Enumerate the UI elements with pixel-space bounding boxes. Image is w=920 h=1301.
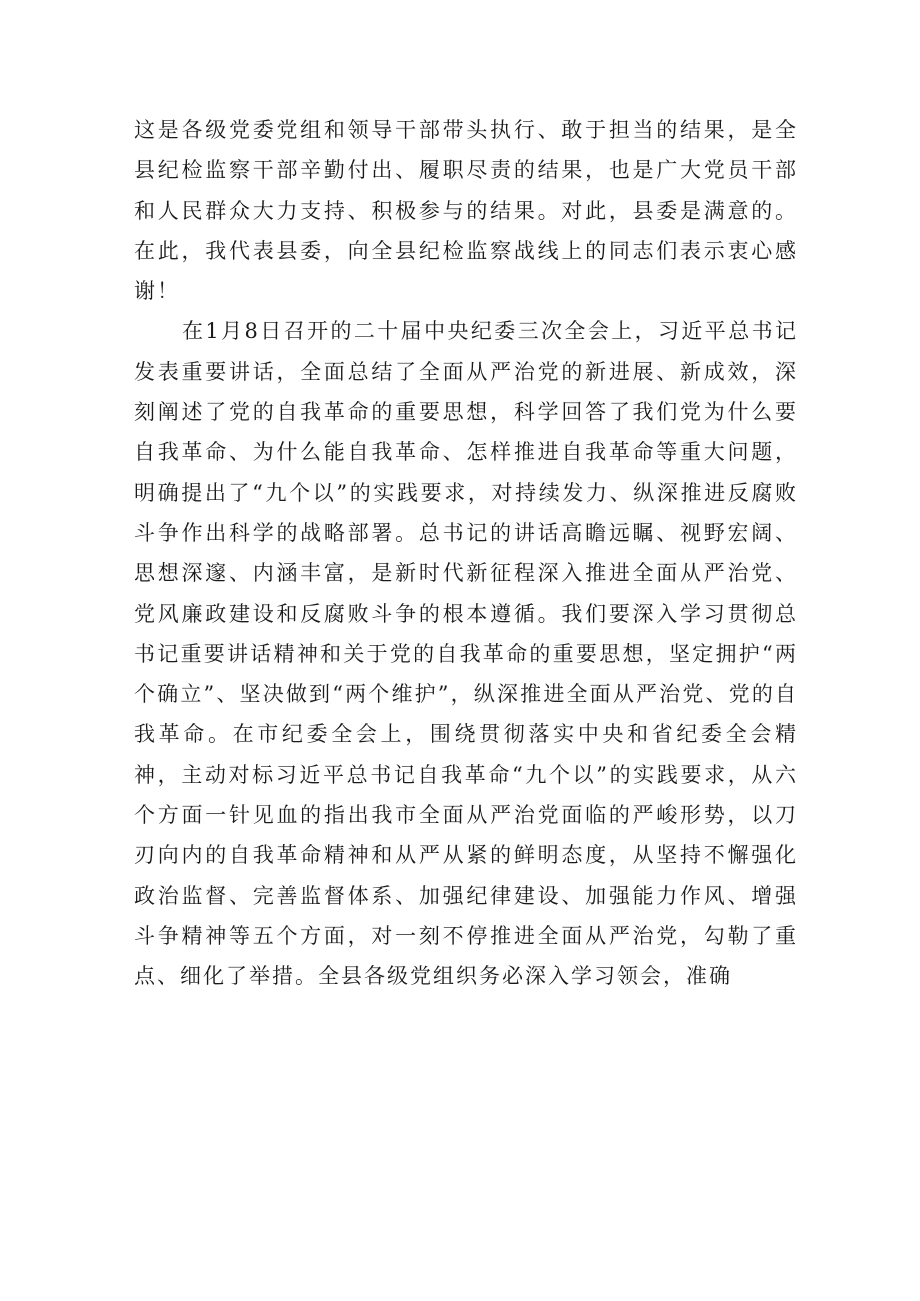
paragraph-2: 在1月8日召开的二十届中央纪委三次全会上，习近平总书记发表重要讲话，全面总结了全面从严治党的新进展、新成效，深刻阐述了党的自我革命的重要思想，科学回答了我们党为什么要自我革命、为什么能自我革命、怎样推进自我革命等重大问题，明确提出了“九个以”的实践要求，对持续发力、纵深推进反腐败斗争作出科学的战略部署。总书记的讲话高瞻远瞩、视野宏阔、思想深邃、内涵丰富，是新时代新征程深入推进全面从严治党、党风廉政建设和反腐败斗争的根本遵循。我们要深入学习贯彻总书记重要讲话精神和关于党的自我革命的重要思想，坚定拥护“两个确立”、坚决做到“两个维护”，纵深推进全面从严治党、党的自我革命。在市纪委全会上，围绕贯彻落实中央和省纪委全会精神，主动对标习近平总书记自我革命“九个以”的实践要求，从六个方面一针见血的指出我市全面从严治党面临的严峻形势，以刀刃向内的自我革命精神和从严从紧的鲜明态度，从坚持不懈强化政治监督、完善监督体系、加强纪律建设、加强能力作风、增强斗争精神等五个方面，对一刻不停推进全面从严治党，勾勒了重点、细化了举措。全县各级党组织务必深入学习领会，准确 [134, 319, 798, 989]
paragraph-1: 这是各级党委党组和领导干部带头执行、敢于担当的结果，是全县纪检监察干部辛勤付出、履职尽责的结果，也是广大党员干部和人民群众大力支持、积极参与的结果。对此，县委是满意的。在此，我代表县委，向全县纪检监察战线上的同志们表示衷心感谢！ [134, 118, 798, 304]
document-body [134, 110, 798, 997]
